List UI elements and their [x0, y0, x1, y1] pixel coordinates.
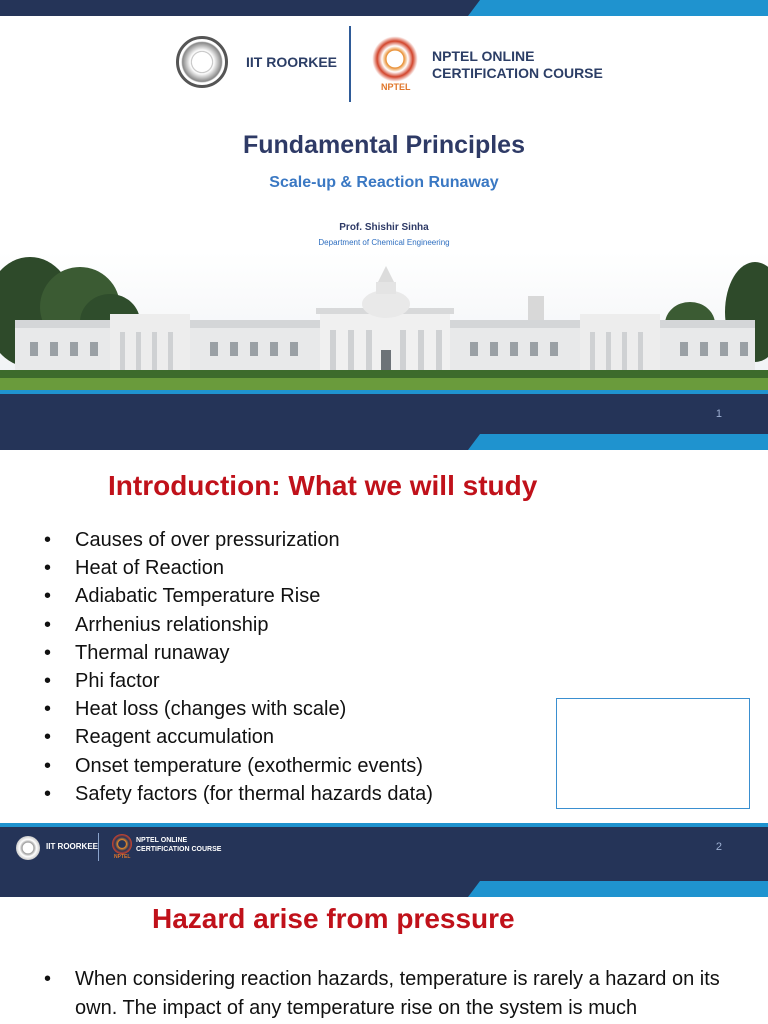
- nptel-logo-icon: [372, 36, 418, 82]
- top-bar: [0, 434, 768, 450]
- list-item: • Reagent accumulation: [44, 723, 433, 751]
- iit-roorkee-seal-icon: [16, 836, 40, 860]
- list-item: • Arrhenius relationship: [44, 611, 433, 639]
- list-item: • Thermal runaway: [44, 639, 433, 667]
- footer-iit-label: IIT ROORKEE: [46, 842, 99, 851]
- footer-divider: [98, 833, 99, 861]
- title-slide: [0, 0, 768, 434]
- top-bar: [0, 0, 768, 16]
- slide-heading: Introduction: What we will study: [108, 470, 538, 501]
- list-item: [44, 965, 764, 1023]
- bullet-text: When considering reaction hazards, temperature is rarely a hazard on its own. The impact of any temperature rise on the system is much: [75, 968, 720, 1019]
- slide-title: Fundamental Principles: [242, 131, 525, 159]
- top-bar-accent: [468, 434, 768, 450]
- footer-nptel-line1: NPTEL ONLINE: [136, 837, 188, 844]
- department-name: Department of Chemical Engineering: [318, 238, 450, 247]
- top-bar: [0, 881, 768, 897]
- list-item: • Heat of Reaction: [44, 554, 433, 582]
- footer-nptel-caption: NPTEL: [114, 854, 131, 860]
- campus-building-photo: [0, 252, 768, 392]
- nptel-logo-caption: NPTEL: [381, 82, 411, 92]
- nptel-label: [432, 48, 603, 82]
- list-item: • Onset temperature (exothermic events): [44, 752, 433, 780]
- nptel-label-line2: CERTIFICATION COURSE: [432, 65, 603, 81]
- page-number: 1: [715, 408, 722, 420]
- logo-divider: [349, 26, 351, 102]
- iit-roorkee-seal-icon: [176, 36, 228, 88]
- footer-nptel-label: [136, 836, 221, 854]
- slide-subtitle: Scale-up & Reaction Runaway: [269, 174, 499, 191]
- iit-roorkee-label: IIT ROORKEE: [246, 54, 338, 70]
- professor-name: Prof. Shishir Sinha: [339, 222, 429, 233]
- top-bar-accent: [468, 0, 768, 16]
- topic-list: [44, 526, 433, 808]
- list-item: • Adiabatic Temperature Rise: [44, 582, 433, 610]
- footer-nptel-line2: CERTIFICATION COURSE: [136, 846, 222, 853]
- list-item: • Phi factor: [44, 667, 433, 695]
- slide-heading: Hazard arise from pressure: [152, 903, 515, 934]
- slide-footer: [0, 823, 768, 881]
- video-placeholder-box: [556, 698, 750, 809]
- bullet-marker: •: [44, 968, 52, 990]
- title-slide-footer-bar: [0, 390, 768, 434]
- top-bar-accent: [468, 881, 768, 897]
- list-item: • Heat loss (changes with scale): [44, 695, 433, 723]
- list-item: • Causes of over pressurization: [44, 526, 433, 554]
- nptel-logo-icon: [112, 834, 132, 854]
- page-number: 2: [715, 841, 722, 853]
- hazard-slide: [0, 881, 768, 1024]
- list-item: • Safety factors (for thermal hazards data): [44, 780, 433, 808]
- introduction-slide: [0, 434, 768, 881]
- nptel-label-line1: NPTEL ONLINE: [432, 48, 535, 64]
- logo-header: [0, 32, 768, 108]
